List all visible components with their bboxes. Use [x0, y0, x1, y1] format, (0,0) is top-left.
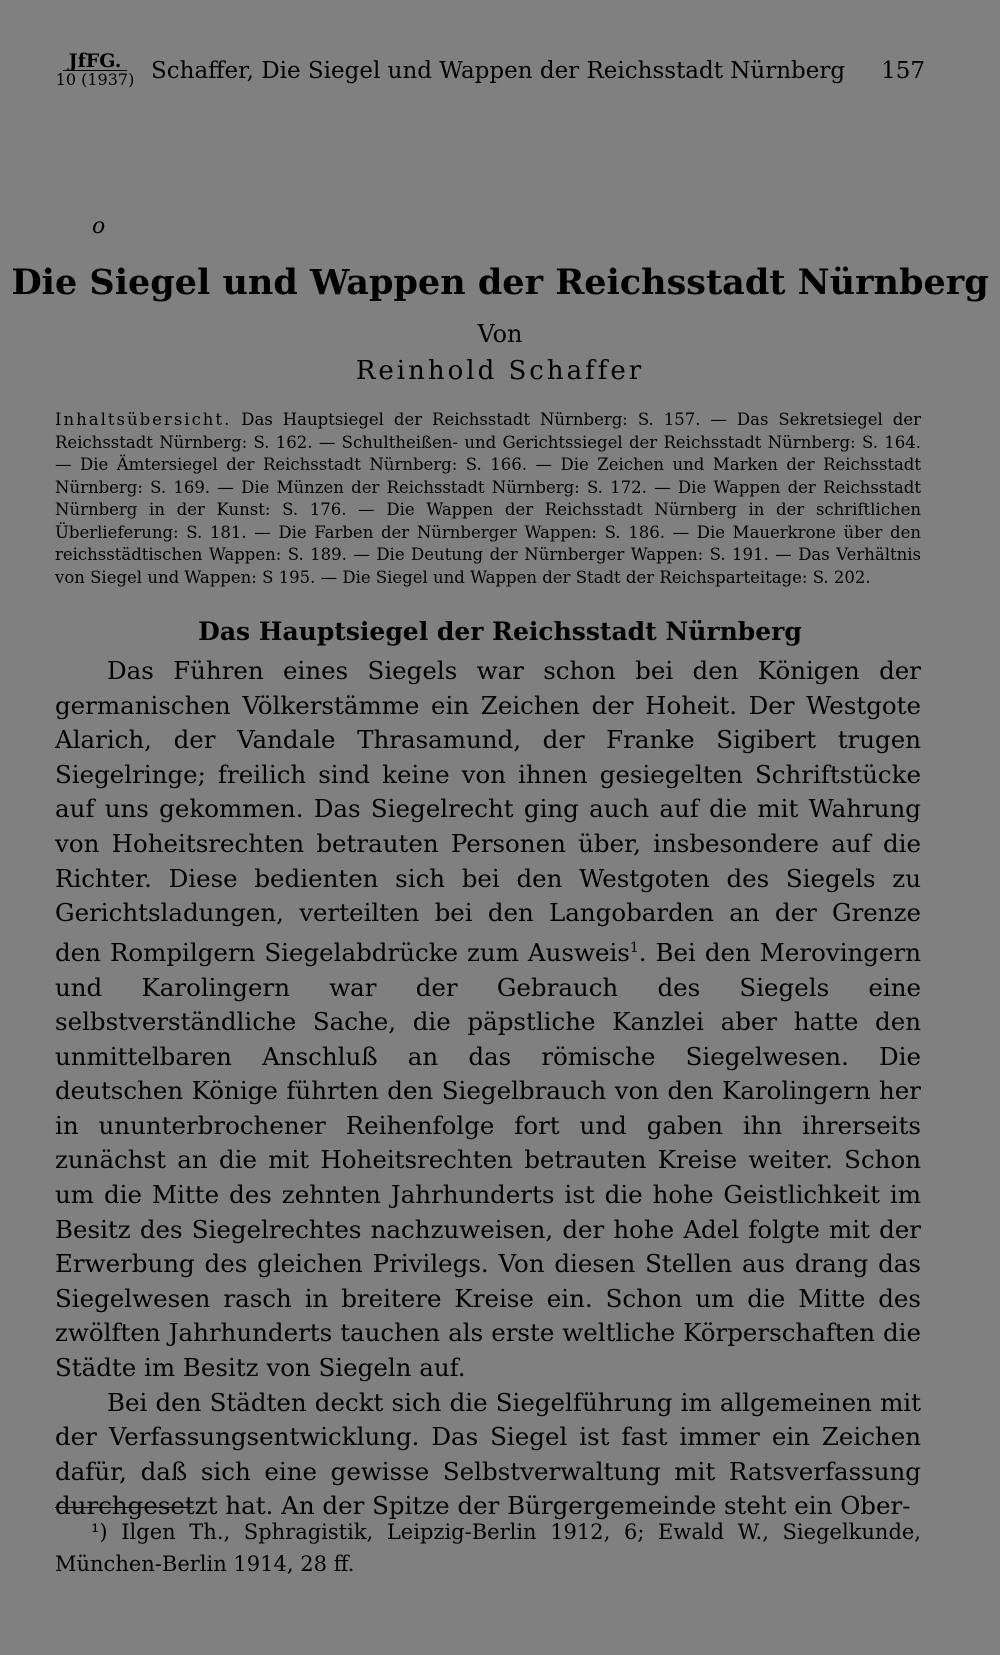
paragraph: Bei den Städten deckt sich die Siegelführung im allgemeinen mit der Verfassungsentwicklung. Das Siegel ist fast immer ein Zeichen dafür, daß sich eine gewisse Selbstverwaltung mit Ratsverfassung durchgesetzt hat. An der Spitze der Bürgergemeinde steht ein Ober-	[55, 1387, 921, 1521]
section-heading: Das Hauptsiegel der Reichsstadt Nürnberg	[198, 617, 802, 646]
table-of-contents	[55, 409, 921, 589]
author-name: Reinhold Schaffer	[355, 356, 645, 386]
toc-text: Das Hauptsiegel der Reichsstadt Nürnberg: S. 157. — Das Sekretsiegel der Reichsstadt Nürnberg: S. 162. — Schultheißen- und Gerichtssiegel der Reichsstadt Nürnberg: S. 164. — Die Ämtersiegel der Reichsstadt Nürnberg: S. 166. — Die Zeichen und Marken der Reichsstadt Nürnberg: S. 169. — Die Münzen der Reichsstadt Nürnberg: S. 172. — Die Wappen der Reichsstadt Nürnberg in der Kunst: S. 176. — Die Wappen der Reichsstadt Nürnberg in der schriftlichen Überlieferung: S. 181. — Die Farben der Nürnberger Wappen: S. 186. — Die Mauerkrone über den reichsstädtischen Wappen: S. 189. — Die Deutung der Nürnberger Wappen: S. 191. — Das Verhältnis von Siegel und Wappen: S 195. — Die Siegel und Wappen der Stadt der Reichsparteitage: S. 202.	[55, 410, 922, 587]
footnote-marker: 1	[629, 939, 639, 956]
footnote-rule	[55, 1507, 193, 1508]
paragraph	[55, 654, 921, 1386]
journal-volume: 10 (1937)	[55, 70, 135, 89]
byline: Von	[477, 320, 523, 348]
body-text	[55, 654, 921, 1524]
paragraph-text: . Bei den Merovingern und Karolingern war der Gebrauch des Siegels eine selbstverständliche Sache, die päpstliche Kanzlei aber hatte den unmittelbaren Anschluß an das römische Siegelwesen. Die deutschen Könige führten den Siegelbrauch von den Karolingern her in ununterbrochener Reihenfolge fort und gaben ihn ihrerseits zunächst an die mit Hoheitsrechten betrauten Kreise weiter. Schon um die Mitte des zehnten Jahrhunderts ist die hohe Geistlichkeit im Besitz des Siegelrechtes nachzuweisen, der hohe Adel folgte mit der Erwerbung des gleichen Privilegs. Von diesen Stellen aus drang das Siegelwesen rasch in breitere Kreise ein. Schon um die Mitte des zwölften Jahrhunderts tauchen als erste weltliche Körperschaften die Städte im Besitz von Siegeln auf.	[55, 937, 921, 1383]
toc-lead: Inhaltsübersicht.	[55, 410, 232, 429]
journal-abbreviation: JfFG.	[63, 52, 128, 71]
running-header	[55, 52, 925, 92]
running-title: Schaffer, Die Siegel und Wappen der Reichsstadt Nürnberg	[151, 58, 846, 84]
paragraph-text: Das Führen eines Siegels war schon bei den Königen der germanischen Völkerstämme ein Zeichen der Hoheit. Der Westgote Alarich, der Vandale Thrasamund, der Franke Sigibert trugen Siegelringe; freilich sind keine von ihnen gesiegelten Schriftstücke auf uns gekommen. Das Siegelrecht ging auch auf die mit Wahrung von Hoheitsrechten betrauten Personen über, insbesondere auf die Richter. Diese bedienten sich bei den Westgoten des Siegels zu Gerichtsladungen, verteilten bei den Langobarden an der Grenze den Rompilgern Siegelabdrücke zum Ausweis	[55, 656, 921, 967]
handwritten-mark: o	[92, 214, 106, 239]
page-number: 157	[881, 58, 925, 84]
article-title: Die Siegel und Wappen der Reichsstadt Nürnberg	[11, 262, 989, 303]
journal-reference	[55, 52, 135, 89]
footnote: ¹) Ilgen Th., Sphragistik, Leipzig-Berlin 1912, 6; Ewald W., Siegelkunde, München-Berlin 1914, 28 ff.	[55, 1520, 921, 1576]
